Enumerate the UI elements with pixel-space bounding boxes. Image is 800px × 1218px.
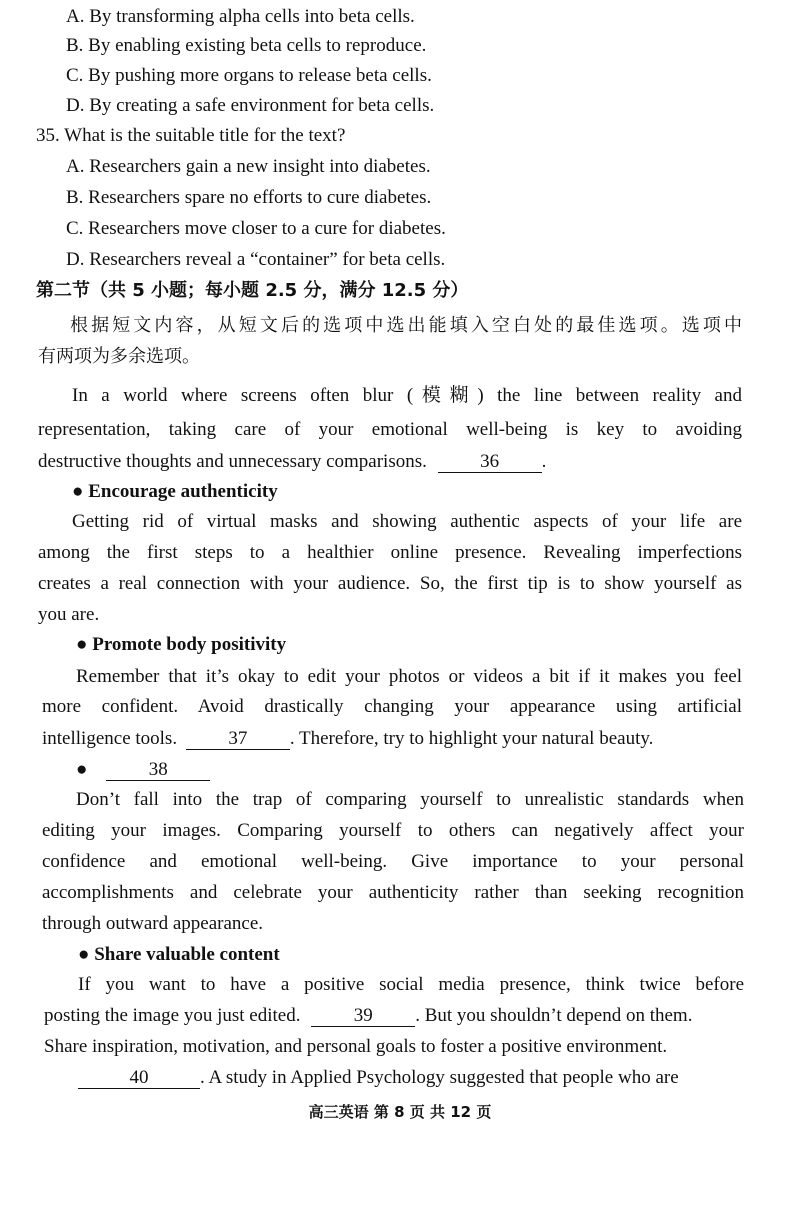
blank-36[interactable]: 36: [438, 452, 542, 473]
text-line: If you want to have a positive social media presence, think twice before: [78, 974, 744, 995]
subheading: ● Share valuable content: [78, 944, 280, 965]
option-d: D. Researchers reveal a “container” for beta cells.: [66, 249, 446, 270]
text-line: creates a real connection with your audience. So, the first tip is to show yourself as: [38, 573, 742, 594]
text-line: confidence and emotional well-being. Give importance to your personal: [42, 851, 744, 872]
question-stem: 35. What is the suitable title for the text?: [36, 125, 346, 146]
subheading: ● Promote body positivity: [76, 634, 287, 655]
option-a: A. By transforming alpha cells into beta cells.: [66, 6, 415, 27]
bullet: ●: [76, 759, 88, 780]
instructions-line: 根据短文内容，从短文后的选项中选出能填入空白处的最佳选项。选项中: [70, 315, 742, 336]
text-line: through outward appearance.: [42, 913, 264, 934]
option-c: C. Researchers move closer to a cure for diabetes.: [66, 218, 446, 239]
text-line: Remember that it’s okay to edit your photos or videos a bit if it makes you feel: [76, 666, 742, 687]
text-line: [44, 1004, 692, 1028]
text: posting the image you just edited.: [44, 1005, 301, 1026]
instructions-line: 有两项为多余选项。: [38, 346, 200, 367]
text-line: accomplishments and celebrate your authenticity rather than seeking recognition: [42, 882, 744, 903]
text-line: more confident. Avoid drastically changing your appearance using artificial: [42, 696, 742, 717]
option-b: B. By enabling existing beta cells to reproduce.: [66, 35, 427, 56]
text-line: editing your images. Comparing yourself to others can negatively affect your: [42, 820, 744, 841]
page-footer: 高三英语 第 8 页 共 12 页: [308, 1103, 492, 1121]
blank-40[interactable]: 40: [78, 1068, 200, 1089]
text-line: destructive thoughts and unnecessary comparisons. 36 .: [38, 451, 547, 472]
text-line: among the first steps to a healthier online presence. Revealing imperfections: [38, 542, 742, 563]
text-line: Share inspiration, motivation, and personal goals to foster a positive environment.: [44, 1036, 668, 1057]
text-line: Don’t fall into the trap of comparing yourself to unrealistic standards when: [76, 789, 744, 810]
text: . But you shouldn’t depend on them.: [415, 1005, 693, 1026]
blank-37[interactable]: 37: [186, 729, 290, 750]
text-line: you are.: [38, 604, 100, 625]
blank-38[interactable]: 38: [106, 760, 210, 781]
option-c: C. By pushing more organs to release beta cells.: [66, 65, 432, 86]
subheading: ● Encourage authenticity: [72, 481, 278, 502]
subheading: [76, 758, 210, 782]
section-heading: 第二节（共 5 小题；每小题 2.5 分，满分 12.5 分）: [36, 280, 469, 301]
text: destructive thoughts and unnecessary comparisons.: [38, 451, 427, 472]
text-line: [42, 727, 653, 751]
text-line: [78, 1066, 679, 1090]
option-d: D. By creating a safe environment for beta cells.: [66, 95, 435, 116]
option-a: A. Researchers gain a new insight into diabetes.: [66, 156, 431, 177]
text-line: Getting rid of virtual masks and showing authentic aspects of your life are: [72, 511, 742, 532]
text-line: representation, taking care of your emotional well-being is key to avoiding: [38, 419, 742, 440]
text: . A study in Applied Psychology suggested that people who are: [200, 1067, 679, 1088]
option-b: B. Researchers spare no efforts to cure diabetes.: [66, 187, 432, 208]
text-line: In a world where screens often blur (模糊) the line between reality and: [72, 385, 742, 406]
text: . Therefore, try to highlight your natural beauty.: [289, 728, 654, 749]
blank-39[interactable]: 39: [311, 1006, 415, 1027]
text: intelligence tools.: [42, 728, 178, 749]
